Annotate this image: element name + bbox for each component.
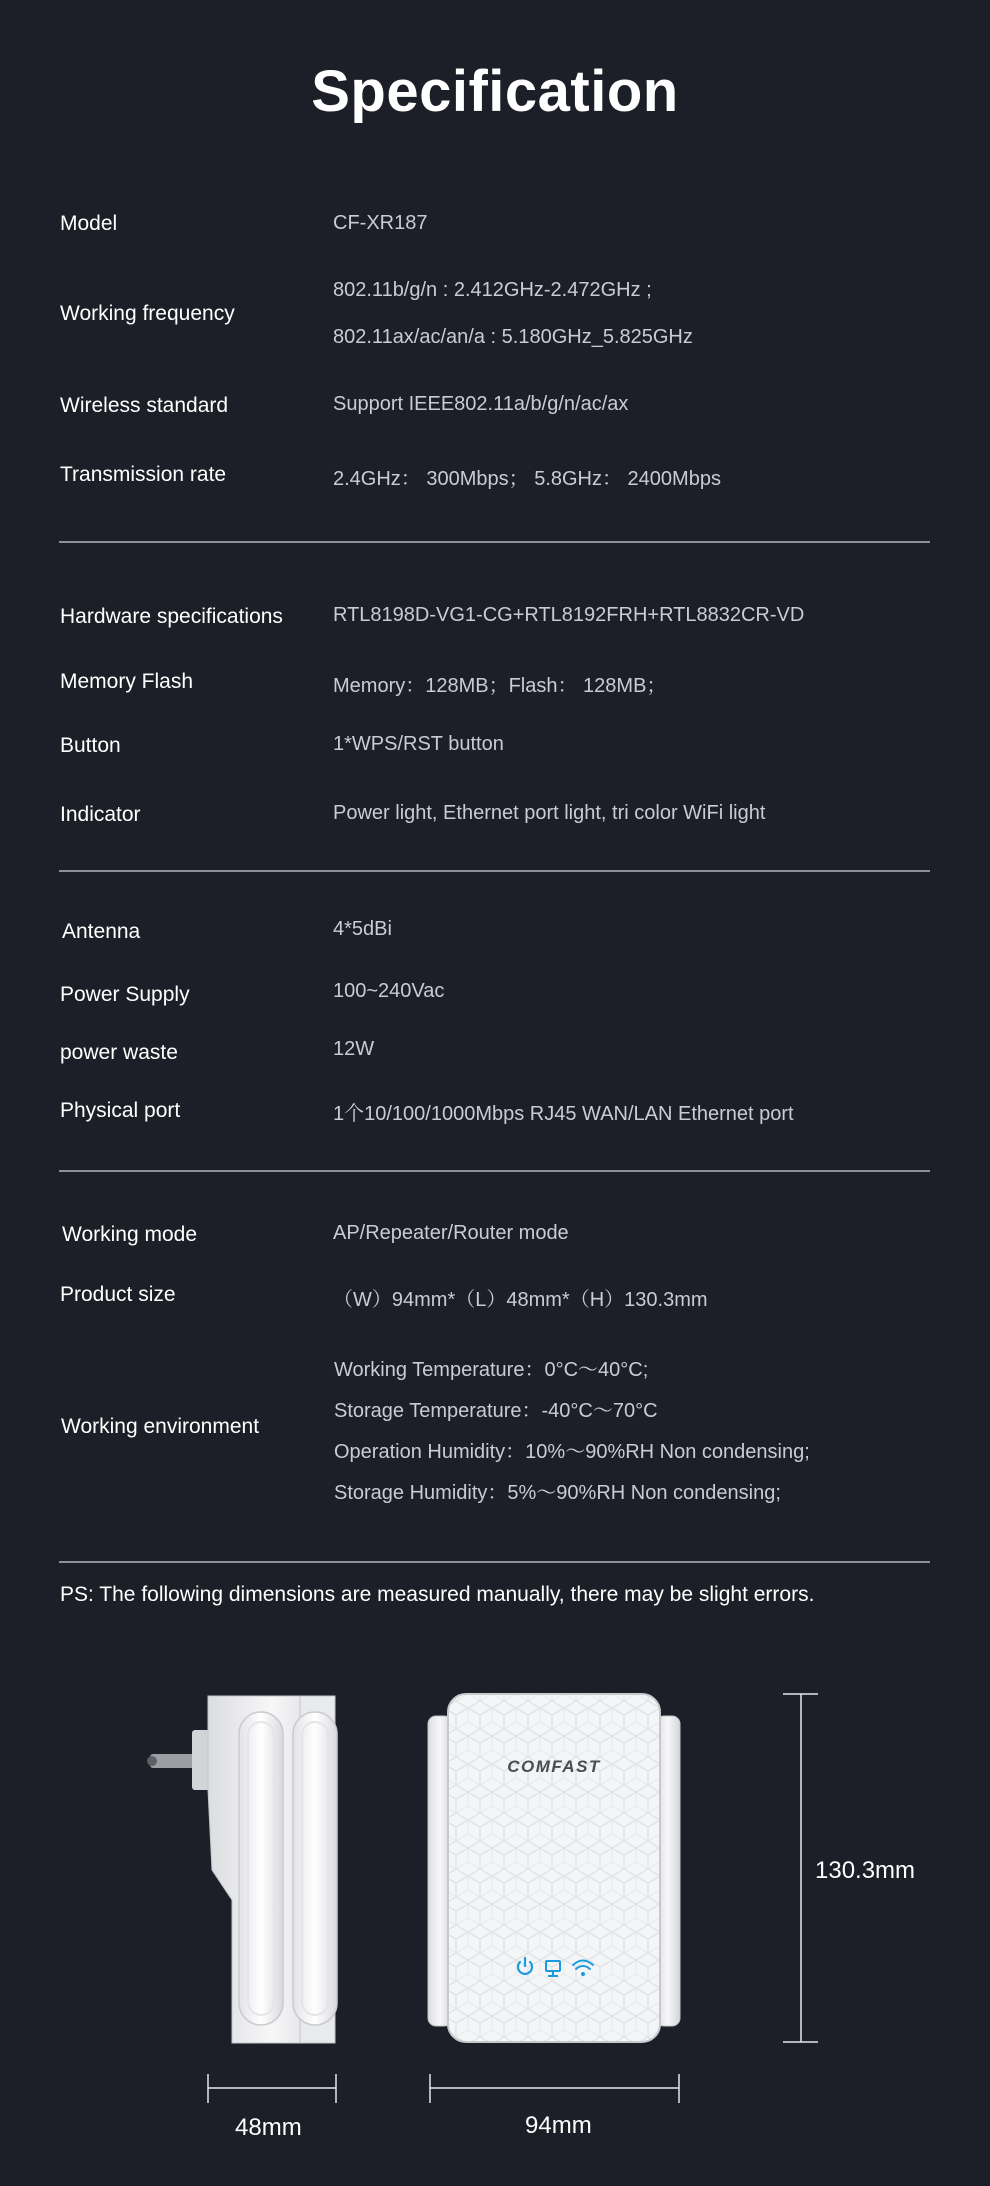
section-divider: [59, 541, 930, 543]
antenna: [293, 1712, 337, 2025]
memory-flash-label: Memory Flash: [60, 670, 194, 693]
working-environment-value-2: Storage Temperature：-40°C～70°C: [334, 1400, 658, 1422]
hardware-specifications-value: RTL8198D-VG1-CG+RTL8192FRH+RTL8832CR-VD: [333, 604, 805, 626]
product-size-label: Product size: [60, 1283, 176, 1306]
physical-port-label: Physical port: [60, 1099, 181, 1122]
memory-flash-value: Memory：128MB；Flash： 128MB；: [333, 675, 667, 697]
physical-port-value: 1个10/100/1000Mbps RJ45 WAN/LAN Ethernet port: [333, 1103, 794, 1125]
front-view: [428, 1694, 680, 2042]
wireless-standard-value: Support IEEE802.11a/b/g/n/ac/ax: [333, 393, 629, 415]
indicator-value: Power light, Ethernet port light, tri color WiFi light: [333, 802, 766, 824]
working-environment-value-1: Working Temperature：0°C～40°C;: [334, 1359, 649, 1381]
plug-prong: [150, 1754, 198, 1768]
section-divider: [59, 870, 930, 872]
width-dimension-line: [430, 2074, 679, 2103]
antenna-label: Antenna: [62, 920, 141, 943]
button-label: Button: [60, 734, 121, 757]
power-supply-value: 100~240Vac: [333, 980, 445, 1002]
power-waste-value: 12W: [333, 1038, 375, 1060]
transmission-rate-value: 2.4GHz： 300Mbps； 5.8GHz： 2400Mbps: [333, 468, 721, 490]
transmission-rate-label: Transmission rate: [60, 463, 227, 486]
brand-logo: COMFAST: [507, 1757, 601, 1776]
button-value: 1*WPS/RST button: [333, 733, 504, 755]
antenna: [239, 1712, 283, 2025]
width-dimension-label: 94mm: [525, 2112, 592, 2139]
wireless-standard-label: Wireless standard: [60, 394, 229, 417]
model-label: Model: [60, 212, 118, 235]
hardware-specifications-label: Hardware specifications: [60, 605, 283, 628]
working-mode-value: AP/Repeater/Router mode: [333, 1222, 569, 1244]
power-supply-label: Power Supply: [60, 983, 190, 1006]
depth-dimension-label: 48mm: [235, 2114, 302, 2141]
antenna-value: 4*5dBi: [333, 918, 392, 940]
depth-dimension-line: [208, 2074, 336, 2103]
power-waste-label: power waste: [60, 1041, 178, 1064]
product-size-value: （W）94mm*（L）48mm*（H）130.3mm: [333, 1289, 708, 1311]
indicator-label: Indicator: [60, 803, 141, 826]
section-divider: [59, 1170, 930, 1172]
working-mode-label: Working mode: [62, 1223, 198, 1246]
section-divider: [59, 1561, 930, 1563]
height-dimension-label: 130.3mm: [815, 1857, 916, 1884]
working-frequency-value-2: 802.11ax/ac/an/a : 5.180GHz_5.825GHz: [333, 326, 693, 348]
working-environment-value-3: Operation Humidity：10%～90%RH Non condensing;: [334, 1441, 810, 1463]
model-value: CF-XR187: [333, 212, 428, 234]
page-title: Specification: [311, 59, 679, 124]
ps-note: PS: The following dimensions are measured manually, there may be slight errors.: [60, 1583, 815, 1606]
working-environment-value-4: Storage Humidity：5%～90%RH Non condensing;: [334, 1482, 781, 1504]
height-dimension-line: [783, 1694, 818, 2042]
working-environment-label: Working environment: [61, 1415, 260, 1438]
side-view: [147, 1696, 337, 2043]
product-illustration: [0, 1650, 990, 2150]
working-frequency-value-1: 802.11b/g/n : 2.412GHz-2.472GHz ;: [333, 279, 652, 301]
working-frequency-label: Working frequency: [60, 302, 235, 325]
